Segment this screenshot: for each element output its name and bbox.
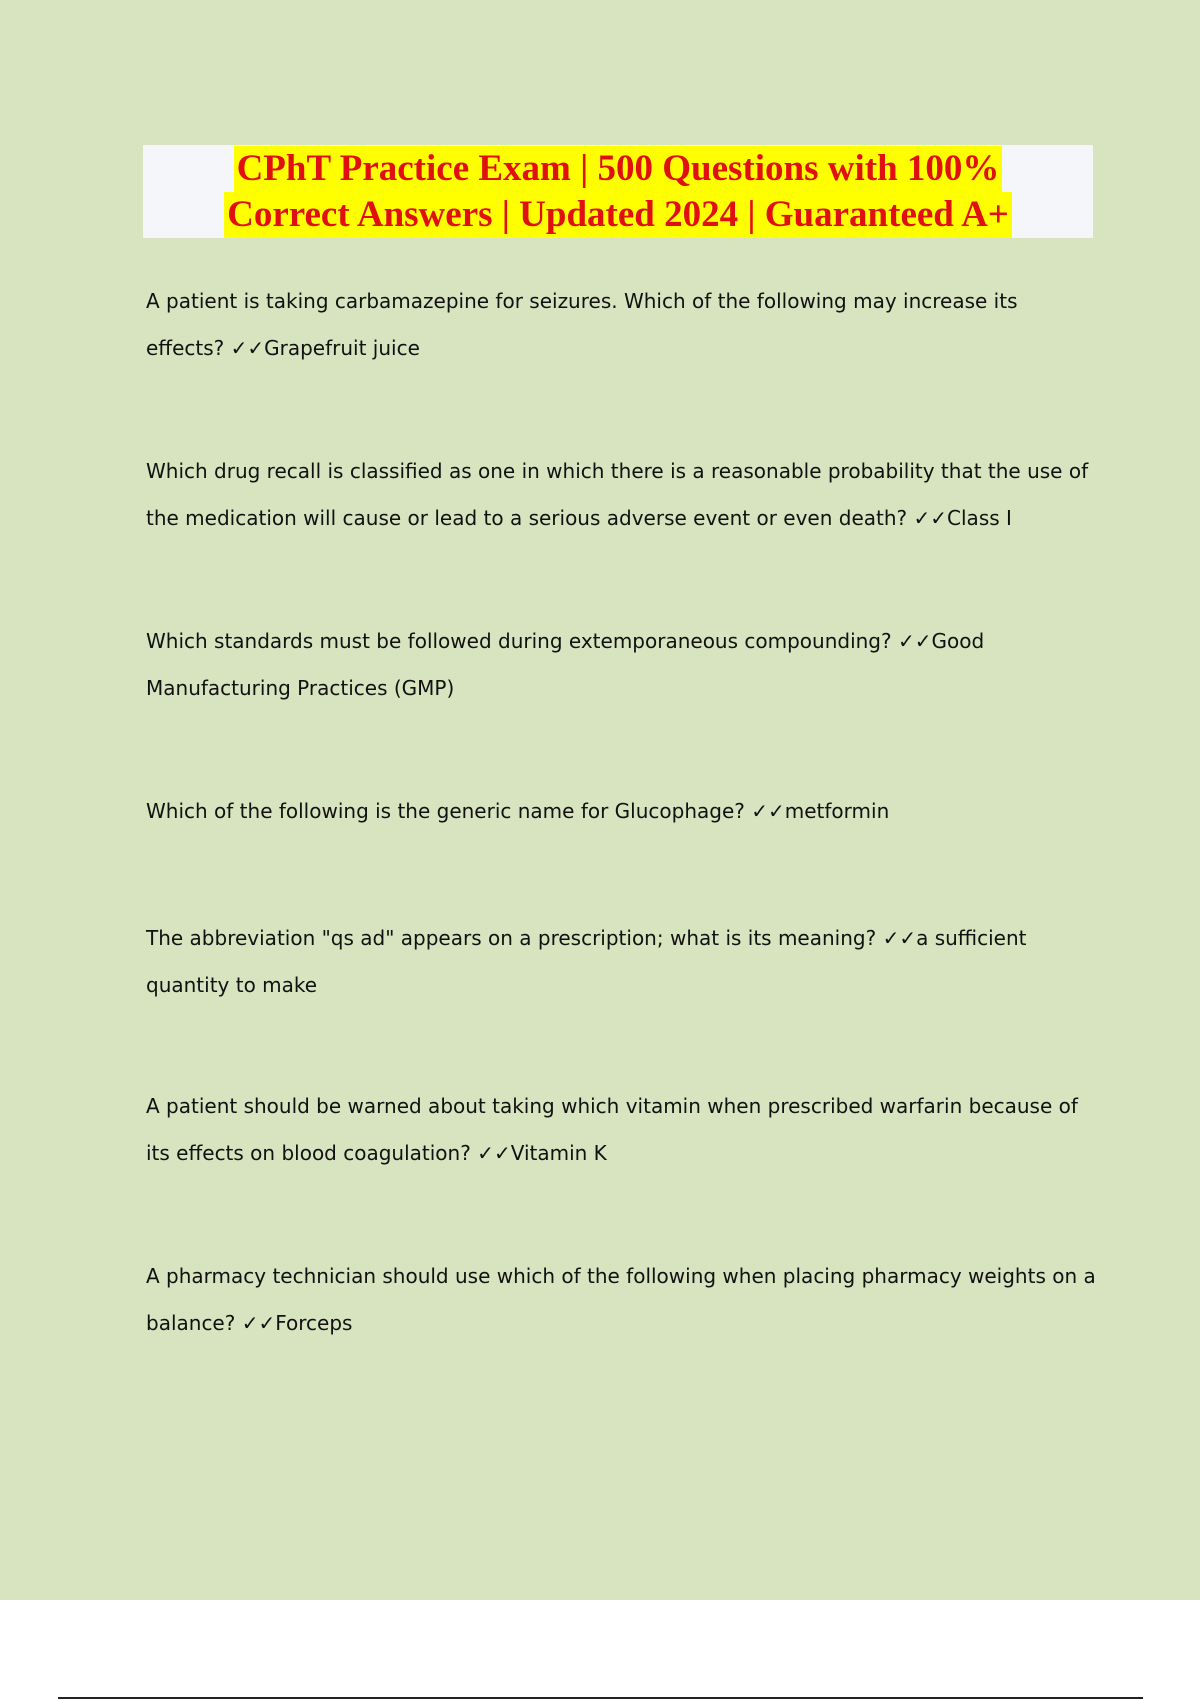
title-line-2: Correct Answers | Updated 2024 | Guaranteed A+ (224, 192, 1012, 238)
qa-item-6: A patient should be warned about taking which vitamin when prescribed warfarin because of its effects on blood coagulation? ✓✓Vitamin K (146, 1094, 1078, 1165)
qa-item-7: A pharmacy technician should use which of the following when placing pharmacy weights on a balance? ✓✓Forceps (146, 1264, 1096, 1335)
title-line-1: CPhT Practice Exam | 500 Questions with 100% (234, 146, 1003, 192)
qa-item-1: A patient is taking carbamazepine for seizures. Which of the following may increase its effects? ✓✓Grapefruit juice (146, 289, 1018, 360)
footer-divider (58, 1697, 1143, 1699)
document-title (143, 145, 1093, 238)
qa-item-5: The abbreviation "qs ad" appears on a prescription; what is its meaning? ✓✓a sufficient quantity to make (146, 926, 1027, 997)
qa-item-2: Which drug recall is classified as one in which there is a reasonable probability that the use of the medication will cause or lead to a serious adverse event or even death? ✓✓Class I (146, 459, 1089, 530)
qa-item-4: Which of the following is the generic name for Glucophage? ✓✓metformin (146, 799, 890, 823)
qa-item-3: Which standards must be followed during extemporaneous compounding? ✓✓Good Manufacturing Practices (GMP) (146, 629, 985, 700)
